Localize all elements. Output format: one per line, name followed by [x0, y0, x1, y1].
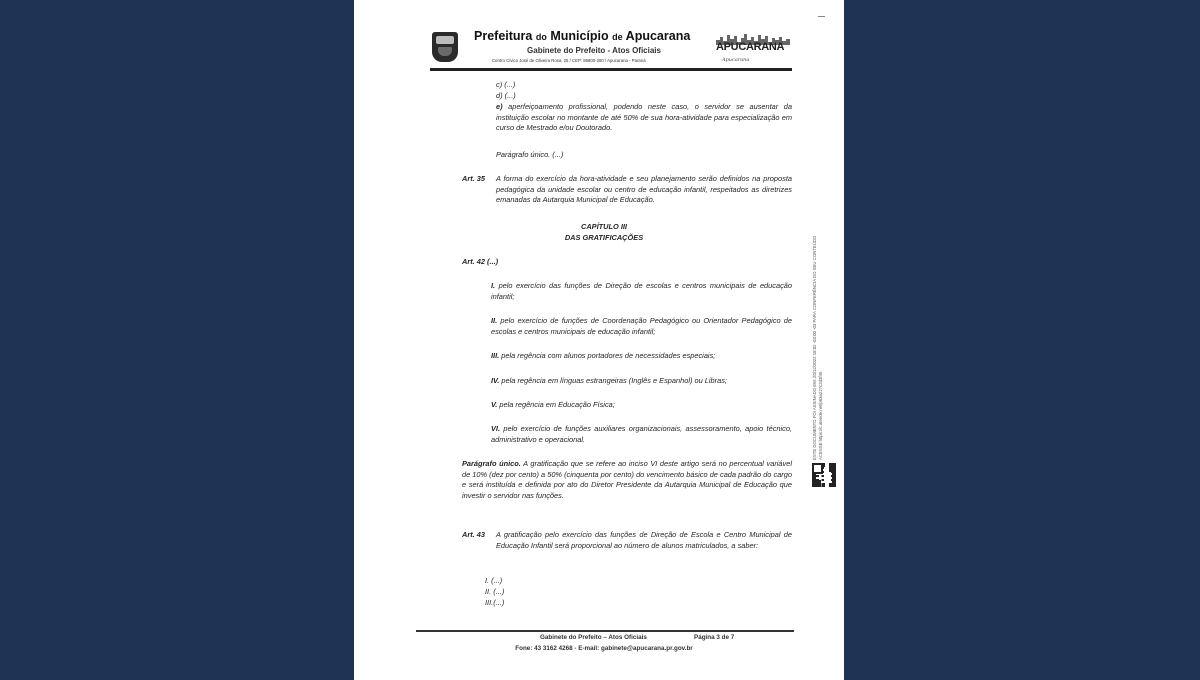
- qr-code-icon: [812, 463, 836, 487]
- signature-stamp: [812, 220, 836, 460]
- item-d: d) (...): [496, 91, 516, 100]
- art-35-label: [462, 174, 485, 185]
- chapter-subtitle: DAS GRATIFICAÇÕES: [564, 233, 644, 242]
- sub-item-iii: III.(...): [485, 598, 505, 607]
- apucarana-logo: [714, 33, 792, 65]
- header-title-word: Prefeitura: [474, 29, 533, 43]
- footer-contact: Fone: 43 3162 4268 - E-mail: gabinete@apucarana.pr.gov.br: [515, 645, 693, 652]
- inciso-vi: [491, 424, 792, 445]
- inciso-iii: [491, 351, 715, 362]
- item-e-label: e): [496, 102, 503, 111]
- chapter-title: CAPÍTULO III: [581, 222, 627, 231]
- inciso-ii-text: pelo exercício de funções de Coordenação Pedagógico ou Orientador Pedagógico de escolas e centros municipais de educação infantil;: [491, 316, 792, 336]
- footer-divider: [416, 630, 794, 632]
- header-subtitle: Gabinete do Prefeito - Atos Oficiais: [527, 46, 661, 55]
- art-43-label-text: Art. 43: [462, 530, 486, 539]
- header-title-word: Apucarana: [625, 29, 691, 43]
- inciso-iv-text: pela regência em línguas estrangeiras (Inglês e Espanhol) ou Libras;: [499, 376, 727, 385]
- inciso-iii-text: pela regência com alunos portadores de necessidades especiais;: [499, 351, 716, 360]
- inciso-ii-label: II.: [491, 316, 498, 325]
- item-e-text: aperfeiçoamento profissional, podendo neste caso, o servidor se ausentar da instituição escolar no montante de até 50% de sua hora-atividade para especialização em curso de Mestrado e/ou Doutorado.: [496, 102, 792, 133]
- art-42-text: Art. 42 (...): [462, 257, 499, 266]
- header-title-word: de: [612, 32, 623, 42]
- art-43-label: [462, 530, 485, 541]
- inciso-i: [491, 281, 792, 302]
- inciso-ii: [491, 316, 792, 337]
- scan-mark: [818, 16, 825, 21]
- header-title-word: Município: [550, 29, 609, 43]
- paragrafo-unico-2-label: Parágrafo único.: [462, 459, 521, 468]
- inciso-i-label: I.: [491, 281, 496, 290]
- paragrafo-unico-2: [462, 459, 792, 501]
- item-e: [496, 102, 792, 134]
- inciso-v: [491, 400, 615, 411]
- art-43-text: A gratificação pelo exercício das funções de Direção de Escola e Centro Municipal de Educação Infantil será proporcional ao número de alunos matriculados, a saber:: [496, 530, 792, 550]
- inciso-iv-label: IV.: [491, 376, 500, 385]
- paragrafo-unico-1: Parágrafo único. (...): [496, 150, 564, 159]
- art-35-label-text: Art. 35: [462, 174, 486, 183]
- inciso-iv: [491, 376, 727, 387]
- item-c: c) (...): [496, 80, 516, 89]
- header-address: Centro Cívico José de Oliveira Rosa, 25 / CEP: 86800-280 / Apucarana - Paraná: [492, 58, 646, 63]
- logo-text: APUCARANA: [716, 41, 785, 53]
- inciso-v-text: pela regência em Educação Física;: [497, 400, 615, 409]
- document-page: [354, 0, 844, 680]
- art-35-text: A forma do exercício da hora-atividade e seu planejamento serão definidos na proposta pedagógica da unidade escolar ou centro de educação infantil, respeitados as diretrizes emanadas da Autarquia Municipal de Educação.: [496, 174, 792, 205]
- header-title-word: do: [535, 32, 547, 42]
- paragrafo-unico-2-text: A gratificação que se refere ao inciso VI deste artigo será no percentual variável de 10% (dez por cento) a 50% (cinquenta por cento) do vencimento básico de cada padrão do cargo e será instituída e definida por ato do Diretor Presidente da Autarquia Municipal de Educação que investir o servidor nas funções.: [462, 459, 792, 500]
- header-divider: [430, 68, 792, 71]
- inciso-v-label: V.: [491, 400, 498, 409]
- signature-stamp-text: ESTE DOCUMENTO FOI ASSINADO EM: 20/12/2022 18:02 -03:00 -03 PARA CONFERÊNCIA DO SEU CONTEÚDO ACESSE https://c.atende.net/p63a227c2d3f45: [812, 235, 823, 460]
- art-42: [462, 257, 498, 268]
- footer-page-number: Página 3 de 7: [694, 634, 735, 641]
- inciso-i-text: pelo exercício das funções de Direção de escolas e centros municipais de educação infantil;: [491, 281, 792, 301]
- sub-item-i: I. (...): [485, 576, 503, 585]
- footer-office: Gabinete do Prefeito – Atos Oficiais: [540, 634, 647, 641]
- sub-item-ii: II. (...): [485, 587, 505, 596]
- header-title: [474, 29, 690, 43]
- inciso-vi-label: VI.: [491, 424, 501, 433]
- logo-signature: Apucarana: [722, 57, 750, 63]
- inciso-vi-text: pelo exercício de funções auxiliares organizacionais, assessoramento, apoio técnico, administrativo e operacional.: [491, 424, 792, 444]
- inciso-iii-label: III.: [491, 351, 500, 360]
